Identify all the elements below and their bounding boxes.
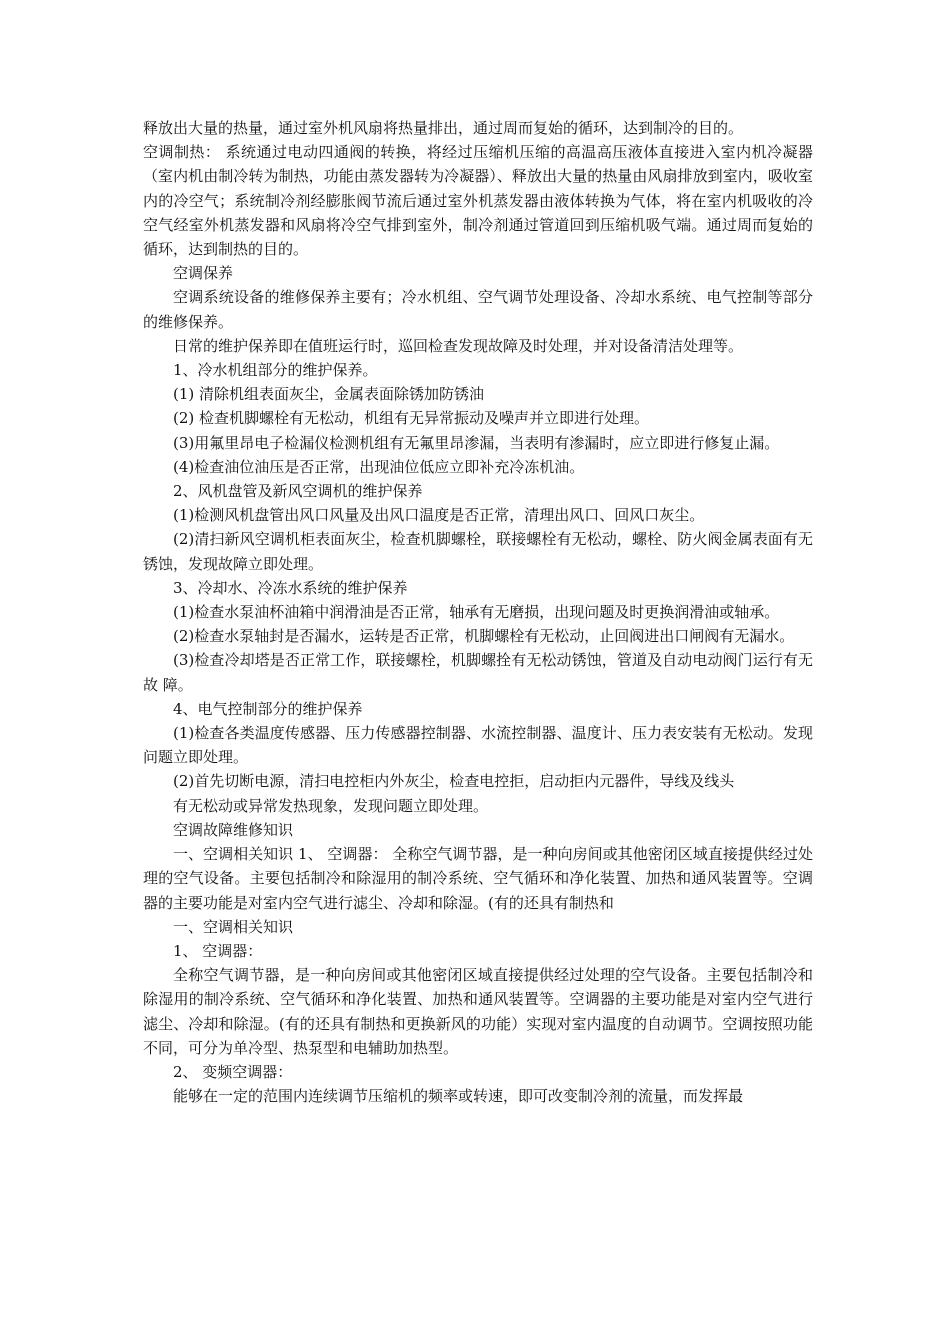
- document-body: [143, 116, 813, 1108]
- list-item: (1)检查各类温度传感器、压力传感器控制器、水流控制器、温度计、压力表安装有无松动。发现问题立即处理。: [143, 724, 813, 767]
- paragraph-air-conditioner-definition: 全称空气调节器，是一种向房间或其他密闭区域直接提供经过处理的空气设备。主要包括制冷和除湿用的制冷系统、空气循环和净化装置、加热和通风装置等。空调器的主要功能是对室内空气进行滤尘、冷却和除湿。(有的还具有制热和更换新风的功能）实现对室内温度的自动调节。空调按照功能不同，可分为单冷型、热泵型和电辅助加热型。: [143, 966, 813, 1057]
- paragraph-cooling-cycle-end: 释放出大量的热量，通过室外机风扇将热量排出，通过周而复始的循环，达到制冷的目的。: [143, 119, 744, 137]
- section-heading-maintenance: 空调保养: [173, 264, 234, 283]
- list-item: (1)检测风机盘管出风口风量及出风口温度是否正常，清理出风口、回风口灰尘。: [173, 506, 705, 525]
- subheading-water-system: 3、冷却水、冷冻水系统的维护保养: [173, 578, 408, 597]
- list-item: (2) 检查机脚螺栓有无松动，机组有无异常振动及噪声并立即进行处理。: [173, 409, 650, 428]
- list-item: (1)检查水泵油杯油箱中润滑油是否正常，轴承有无磨损，出现问题及时更换润滑油或轴承。: [173, 603, 780, 622]
- list-item-continuation: 有无松动或异常发热现象，发现问题立即处理。: [173, 796, 489, 815]
- subheading-fan-coil: 2、风机盘管及新风空调机的维护保养: [173, 482, 423, 501]
- paragraph-daily-maintenance: 日常的维护保养即在值班运行时，巡回检查发现故障及时处理，并对设备清洁处理等。: [173, 336, 744, 355]
- list-item: (4)检查油位油压是否正常，出现油位低应立即补充冷冻机油。: [173, 457, 585, 476]
- paragraph-maintenance-scope: 空调系统设备的维修保养主要有；冷水机组、空气调节处理设备、冷却水系统、电气控制等部分的维修保养。: [143, 288, 813, 331]
- subheading-ac-knowledge: 一、空调相关知识: [173, 917, 294, 936]
- list-item: (2)清扫新风空调机柜表面灰尘，检查机脚螺栓，联接螺栓有无松动，螺栓、防火阀金属表面有无锈蚀，发现故障立即处理。: [143, 530, 813, 573]
- subheading-inverter-ac: 2、 变频空调器：: [173, 1062, 293, 1081]
- list-item: (3)检查冷却塔是否正常工作，联接螺栓，机脚螺拴有无松动锈蚀，管道及自动电动阀门运行有无故 障。: [143, 651, 813, 694]
- subheading-electrical: 4、电气控制部分的维护保养: [173, 699, 363, 718]
- paragraph-ac-knowledge-intro: 一、空调相关知识 1、 空调器： 全称空气调节器，是一种向房间或其他密闭区域直接提供经过处理的空气设备。主要包括制冷和除湿用的制冷系统、空气循环和净化装置、加热和通风装置等。空调器的主要功能是对室内空气进行滤尘、冷却和除湿。(有的还具有制热和: [143, 845, 813, 912]
- list-item: (3)用氟里昂电子检漏仪检测机组有无氟里昂渗漏，当表明有渗漏时，应立即进行修复止漏。: [173, 433, 780, 452]
- list-item: (2)检查水泵轴封是否漏水，运转是否正常，机脚螺栓有无松动，止回阀进出口闸阀有无漏水。: [173, 627, 795, 646]
- list-item: (2)首先切断电源，清扫电控柜内外灰尘，检查电控拒，启动拒内元器件，导线及线头: [173, 772, 735, 791]
- list-item: (1) 清除机组表面灰尘，金属表面除锈加防锈油: [173, 385, 485, 404]
- paragraph-inverter-definition: 能够在一定的范围内连续调节压缩机的频率或转速，即可改变制冷剂的流量，而发挥最: [173, 1087, 744, 1106]
- subheading-air-conditioner: 1、 空调器：: [173, 941, 263, 960]
- subheading-chiller: 1、冷水机组部分的维护保养。: [173, 361, 378, 380]
- section-heading-repair: 空调故障维修知识: [173, 820, 294, 839]
- paragraph-heating-mode: 空调制热： 系统通过电动四通阀的转换，将经过压缩机压缩的高温高压液体直接进入室内机冷凝器（室内机由制冷转为制热，功能由蒸发器转为冷凝器）、释放出大量的热量由风扇排放到室内，吸收室内的冷空气；系统制冷剂经膨胀阀节流后通过室外机蒸发器由液体转换为气体，将在室内机吸收的冷空气经室外机蒸发器和风扇将冷空气排到室外，制冷剂通过管道回到压缩机吸气端。通过周而复始的循环，达到制热的目的。: [143, 143, 813, 259]
